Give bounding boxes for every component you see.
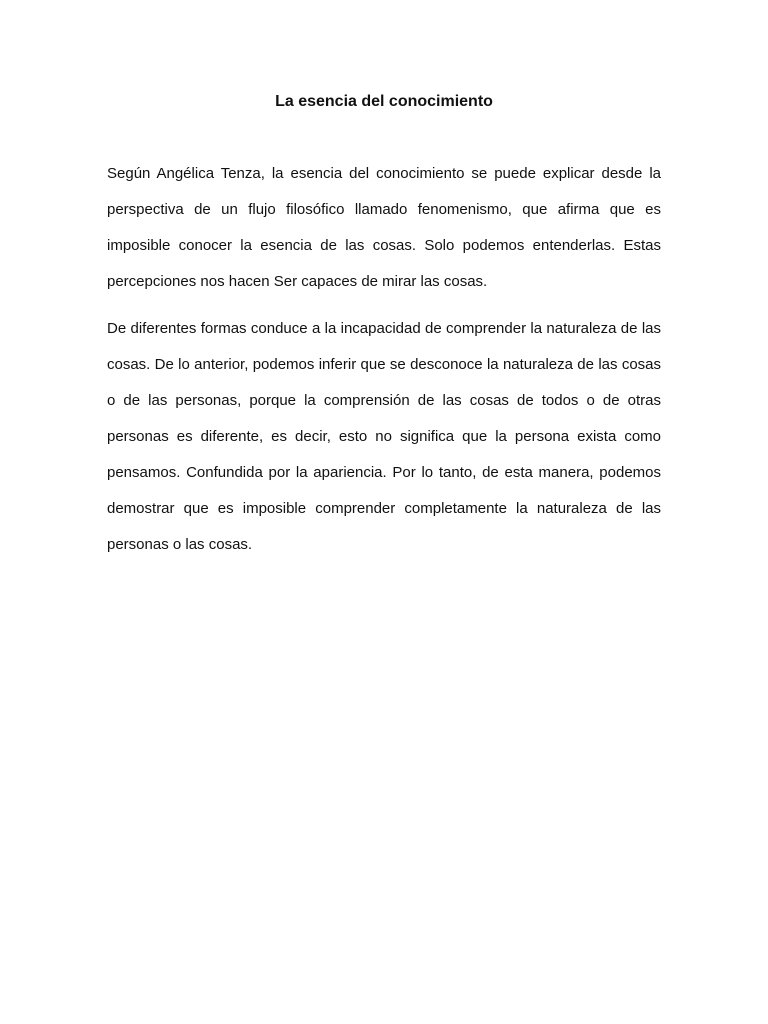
paragraph-1-container	[107, 156, 661, 300]
paragraph-2: De diferentes formas conduce a la incapacidad de comprender la naturaleza de las cosas. De lo anterior, podemos inferir que se desconoce la naturaleza de las cosas o de las personas, porque la comprensión de las cosas de todos o de otras personas es diferente, es decir, esto no significa que la persona exista como pensamos. Confundida por la apariencia. Por lo tanto, de esta manera, podemos demostrar que es imposible comprender completamente la naturaleza de las personas o las cosas.	[107, 320, 661, 553]
paragraph-2-container	[107, 311, 661, 563]
paragraph-1: Según Angélica Tenza, la esencia del conocimiento se puede explicar desde la perspectiva de un flujo filosófico llamado fenomenismo, que afirma que es imposible conocer la esencia de las cosas. Solo podemos entenderlas. Estas percepciones nos hacen Ser capaces de mirar las cosas.	[107, 165, 661, 290]
document-title: La esencia del conocimiento	[275, 93, 493, 110]
